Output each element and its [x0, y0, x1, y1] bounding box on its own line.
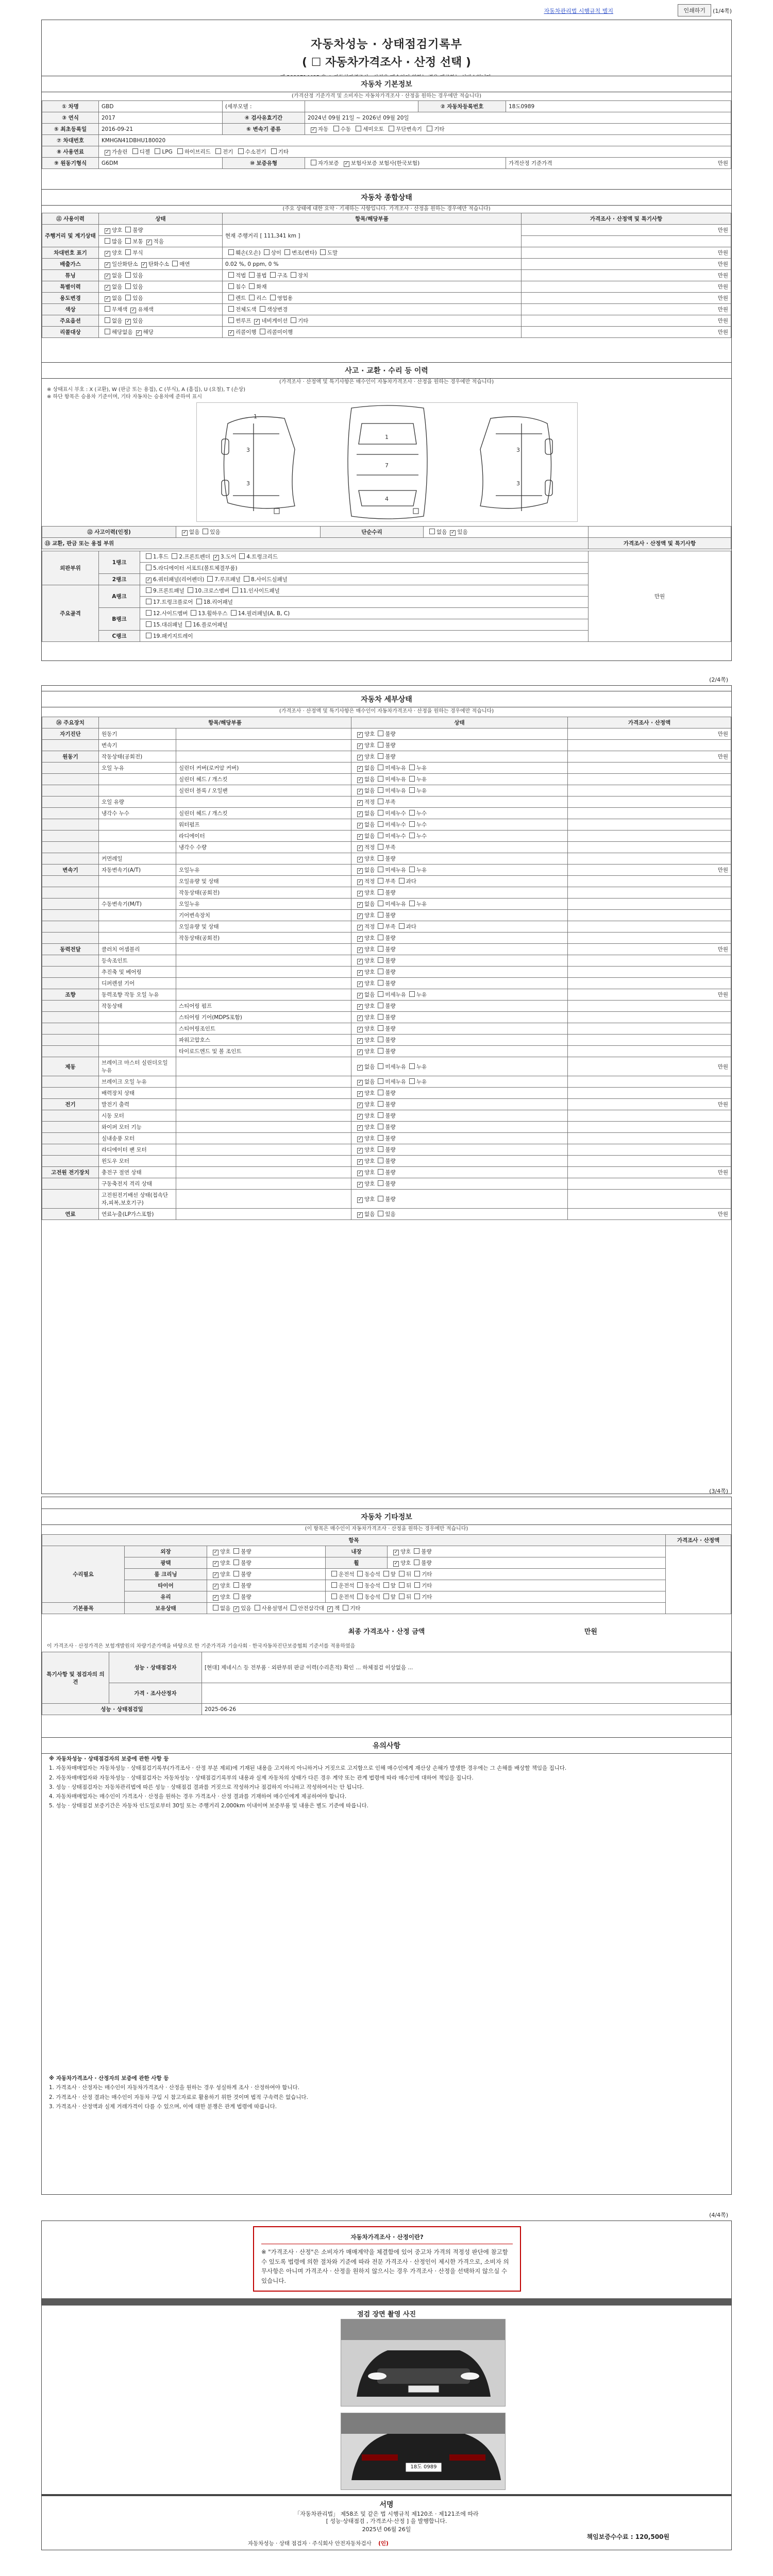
state-checkbox[interactable] — [378, 1048, 383, 1054]
detail-row: 윈도우 모터 ✓ 양호 불량 — [42, 1156, 731, 1167]
state-checkbox[interactable] — [357, 1038, 363, 1044]
part-label: 1 — [385, 434, 389, 440]
state-checkbox[interactable] — [357, 1182, 363, 1188]
state-checkbox[interactable] — [357, 947, 363, 953]
status-head-price: 가격조사 · 산정액 및 특기사항 — [522, 213, 731, 225]
state-checkbox[interactable] — [357, 857, 363, 862]
detail-row: 오일 누유 실린더 커버(로커암 커버) ✓ 없음 미세누유 누유 — [42, 762, 731, 774]
section-overall-status: 자동차 종합상태 — [42, 189, 731, 206]
state-checkbox[interactable] — [378, 1196, 383, 1201]
top-bar — [41, 3, 732, 16]
state-checkbox[interactable] — [378, 957, 383, 963]
basic-note: (가격산정 기준가격 및 소비자는 자동차가격조사 · 산정을 원하는 경우에만 적습니다) — [291, 93, 482, 99]
state-checkbox[interactable] — [378, 901, 383, 906]
detail-row: 실린더 헤드 / 개스킷 ✓ 없음 미세누유 누유 — [42, 774, 731, 785]
state-checkbox[interactable] — [378, 912, 383, 918]
transmission-label: ⑥ 변속기 종류 — [223, 124, 305, 135]
state-checkbox[interactable] — [357, 1080, 363, 1086]
other-info-table: 항목 가격조사 · 산정액 수리필요 외장 ✓ 양호 불량 내장 ✓ 양호 불량 광택 ✓ 양호 불량 휠 ✓ 양호 불량 룸 크리닝 ✓ 양호 불량 운전석 동승석 앞 뒤 기타 타이어 ✓ 양호 불량 운전석 동승석 앞 뒤 기타 유리 ✓ 양호 불량 운전석 동승석 앞 뒤 기타 기본품목 보유상태 없음✓ 있음 사용설명서 안전삼각대✓ 잭 기타 — [42, 1534, 731, 1614]
fuel-options: ✓ 가솔린 디젤 LPG 하이브리드 전기 수소전기 기타 — [99, 146, 731, 158]
part-label: 7 — [385, 462, 389, 469]
sub-model-label: (세부모델 : — [223, 101, 305, 112]
state-checkbox[interactable] — [357, 766, 363, 772]
state-checkbox[interactable] — [357, 868, 363, 874]
state-checkbox[interactable] — [378, 810, 383, 816]
state-checkbox[interactable] — [399, 923, 405, 929]
status-row-tuning: 튜닝 ✓ 없음 있음 적법 불법 구조 장치 만원 — [42, 270, 731, 281]
inspection-date: 2025-06-26 — [202, 1704, 731, 1715]
state-checkbox[interactable] — [357, 1137, 363, 1142]
detail-row: 고전원전기배선 상태(접속단자,피복,보호기구) ✓양호 불량 — [42, 1190, 731, 1209]
basic-row-5 — [42, 146, 731, 158]
detail-row: 실내송풍 모터 ✓ 양호 불량 — [42, 1133, 731, 1144]
sign-title: 서명 — [379, 2501, 394, 2509]
state-checkbox[interactable] — [357, 1114, 363, 1120]
state-checkbox[interactable] — [357, 1171, 363, 1176]
overall-status-table: ⑪ 사용이력 상태 항목/해당부품 가격조사 · 산정액 및 특기사항 주행거리 및 계기상태 ✓양호 불량 현재 주행거리 [ 111,341 km ] 만원 많음 보통✓ 적음 차대번호 표기 ✓ 양호 부식 훼손(오손) 상이 변조(변타) 도말 만원 배출가스 ✓ 일산화탄소✓ 탄화수소 매연 0.02 %, 0 ppm, 0 % 만원 튜닝 ✓ 없음 있음 적법 불법 구조 장치 만원 특별이력 ✓ 없음 있음 침수 화재 만원 용도변경 ✓ 없음 있음 렌트 리스 영업용 만원 색상 무채색✓ 유채색 전체도색 색상변경 만원 주요옵션 없음✓ 있음 썬루프✓ 네비게이션 기타 만원 리콜대상 해당없음✓ 해당 ✓ 리콜이행 리콜미이행 만원 — [42, 213, 731, 338]
detail-row: 스티어링조인트 ✓ 양호 불량 — [42, 1023, 731, 1035]
part-label: 3 — [246, 480, 250, 487]
page-1 — [41, 20, 732, 661]
state-checkbox[interactable] — [378, 878, 383, 884]
state-checkbox[interactable] — [409, 1063, 415, 1069]
state-checkbox[interactable] — [357, 1159, 363, 1165]
checkbox-insurer-warranty[interactable] — [344, 161, 349, 167]
detail-row: 제동 브레이크 마스터 실린더오일 누유 ✓없음 미세누유 누유 만원 — [42, 1057, 731, 1076]
detail-row: 연료 연료누출(LP가스포함) ✓ 없음 있음 만원 — [42, 1209, 731, 1220]
page-mark: (2/4쪽) — [709, 676, 728, 683]
state-checkbox[interactable] — [409, 833, 415, 838]
checkbox-manual[interactable] — [333, 126, 339, 131]
page-2 — [41, 676, 732, 1494]
checkbox-diesel[interactable] — [132, 148, 138, 154]
state-checkbox[interactable] — [378, 833, 383, 838]
detail-row: 냉각수 누수 실린더 헤드 / 개스킷 ✓ 없음 미세누수 누수 — [42, 808, 731, 819]
state-checkbox[interactable] — [357, 936, 363, 942]
detail-row: 오일유량 및 상태 ✓ 적정 부족 과다 — [42, 876, 731, 887]
status-row-vin: 차대번호 표기 ✓ 양호 부식 훼손(오손) 상이 변조(변타) 도말 만원 — [42, 247, 731, 259]
state-checkbox[interactable] — [357, 970, 363, 976]
state-checkbox[interactable] — [409, 1078, 415, 1084]
section-basic-info: 자동차 기본정보 — [42, 76, 731, 92]
signer-row: 자동차성능 · 상태 점검자 · 주식회사 안전자동차검사 (인) — [248, 2540, 389, 2547]
state-checkbox[interactable] — [378, 1078, 383, 1084]
state-checkbox[interactable] — [378, 946, 383, 952]
section-accident: 사고 · 교환 · 수리 등 이력 — [42, 362, 731, 379]
state-checkbox[interactable] — [409, 867, 415, 872]
detail-row: 등속조인트 ✓ 양호 불량 — [42, 955, 731, 967]
detail-row: 변속기 자동변속기(A/T) 오일누유 ✓ 없음 미세누유 누유 만원 — [42, 865, 731, 876]
checkbox-lpg[interactable] — [155, 148, 160, 154]
basic-info-table — [42, 100, 731, 169]
checkbox-self-warranty[interactable] — [311, 160, 316, 165]
sign-text: 「자동차관리법」 제58조 및 같은 법 시행규칙 제120조 · 제121조에 따라 — [294, 2511, 479, 2517]
state-checkbox[interactable] — [357, 823, 363, 828]
divider-bar-2 — [42, 2494, 731, 2496]
photo-rear — [341, 2413, 506, 2490]
state-checkbox[interactable] — [378, 742, 383, 748]
state-checkbox[interactable] — [357, 925, 363, 930]
detail-row: 전기 발전기 출력 ✓ 양호 불량 만원 — [42, 1099, 731, 1110]
part-label: 1 — [254, 413, 257, 420]
status-row-special: 특별이력 ✓ 없음 있음 침수 화재 만원 — [42, 281, 731, 293]
part-label: 3 — [516, 480, 520, 487]
rear-license-plate: 18도 0989 — [410, 2464, 437, 2470]
detail-row: 작동상태(공회전) ✓ 양호 불량 — [42, 933, 731, 944]
checkbox-fuel-other[interactable] — [271, 148, 277, 154]
state-checkbox[interactable] — [378, 821, 383, 827]
first-reg-value: 2016-09-21 — [99, 124, 223, 135]
detail-row: 오일 유량 ✓ 적정 부족 — [42, 796, 731, 808]
state-checkbox[interactable] — [357, 891, 363, 896]
state-checkbox[interactable] — [378, 923, 383, 929]
checkbox-cvt[interactable] — [389, 126, 394, 131]
state-checkbox[interactable] — [409, 810, 415, 816]
liability-fee: 책임보증수수료 : 120,500원 — [586, 2533, 669, 2540]
sub-model-value — [305, 101, 418, 112]
year-label: ③ 연식 — [42, 112, 99, 124]
state-checkbox[interactable] — [378, 753, 383, 759]
car-name-label: ① 차명 — [42, 101, 99, 112]
detail-note: (가격조사 · 산정액 및 특기사항은 매수인이 자동차가격조사 · 산정을 원하는 경우에만 적습니다) — [279, 708, 494, 714]
state-checkbox[interactable] — [378, 1135, 383, 1141]
opinion-table: 특기사항 및 점검자의 의견 성능 · 상태점검자 [현대] 제네시스 등 전부품 · 외판부위 판금 이력(수리흔적) 확인 ... 하체점검 이상없음 ... 가격 · 조사산정자 성능 · 상태점검일 2025-06-26 — [42, 1652, 731, 1715]
status-head-state: 상태 — [99, 213, 223, 225]
checkbox-other[interactable] — [427, 126, 432, 131]
vin-value: KMHGN41DBHU180020 — [99, 135, 731, 146]
detail-row: 워터펌프 ✓ 없음 미세누수 누수 — [42, 819, 731, 831]
detail-row: 라디에이터 팬 모터 ✓ 양호 불량 — [42, 1144, 731, 1156]
state-checkbox[interactable] — [357, 789, 363, 794]
car-name-value: GBD — [99, 101, 223, 112]
state-checkbox[interactable] — [378, 1090, 383, 1095]
state-checkbox[interactable] — [357, 1212, 363, 1218]
state-checkbox[interactable] — [357, 845, 363, 851]
inspection-validity-value: 2024년 09월 21일 ~ 2026년 09월 20일 — [305, 112, 731, 124]
page-mark: (3/4쪽) — [709, 1488, 728, 1495]
state-checkbox[interactable] — [357, 993, 363, 998]
state-checkbox[interactable] — [378, 855, 383, 861]
state-checkbox[interactable] — [378, 980, 383, 986]
base-price-cell: 가격산정 기준가격 만원 — [506, 158, 731, 169]
state-checkbox[interactable] — [378, 844, 383, 850]
detail-row: 브레이크 오일 누유 ✓ 없음 미세누유 누유 — [42, 1076, 731, 1088]
state-checkbox[interactable] — [378, 1025, 383, 1031]
detail-row: 실린더 블록 / 오일팬 ✓ 없음 미세누유 누유 — [42, 785, 731, 796]
detail-row: 냉각수 수량 ✓ 적정 부족 — [42, 842, 731, 853]
form-header — [42, 20, 731, 80]
detail-row: 수동변속기(M/T) 오일누유 ✓ 없음 미세누유 누유 — [42, 899, 731, 910]
state-checkbox[interactable] — [409, 901, 415, 906]
detail-row: 배력장치 상태 ✓ 양호 불량 — [42, 1088, 731, 1099]
detail-row: 자기진단 원동기 ✓ 양호 불량 만원 — [42, 728, 731, 740]
year-value: 2017 — [99, 112, 223, 124]
inspection-validity-label: ④ 검사유효기간 — [223, 112, 305, 124]
state-checkbox[interactable] — [399, 878, 405, 884]
state-checkbox[interactable] — [378, 1003, 383, 1008]
checkbox-semiauto[interactable] — [356, 126, 361, 131]
page-mark: (4/4쪽) — [709, 2212, 728, 2218]
status-head-history: ⑪ 사용이력 — [42, 213, 99, 225]
state-checkbox[interactable] — [378, 731, 383, 736]
page-3 — [41, 1488, 732, 2195]
state-checkbox[interactable] — [409, 787, 415, 793]
price-info-box: 자동차가격조사 · 산정이란? ※ "가격조사 · 산정"은 소비자가 매매계약을 체결함에 있어 중고차 가격의 적정성 판단에 참고할 수 있도록 법령에 의한 절차와 기준에 따라 전문 가격조사 · 산정인이 제시한 가격으로, 소비자 의무사항은 아니며 가격조사 · 산정을 원하지 않으시는 경우 가격조사 · 산정을 선택하지 않으실 수 있습니다. — [253, 2226, 521, 2292]
state-checkbox[interactable] — [378, 1014, 383, 1020]
detail-row: 라디에이터 ✓ 없음 미세누수 누수 — [42, 831, 731, 842]
sign-date: 2025년 06월 26일 — [362, 2526, 411, 2533]
detail-row: 타이로드엔드 및 볼 조인트 ✓ 양호 불량 — [42, 1046, 731, 1057]
legal-link[interactable]: 자동차관리법 시행규칙 별지 — [544, 8, 613, 14]
state-checkbox[interactable] — [378, 1037, 383, 1042]
accident-summary-table: ⑫ 사고이력(인정) ✓ 없음 있음 단순수리 없음✓ 있음 ⑬ 교환, 판금 또는 용접 부위 가격조사 · 산정액 및 특기사항 — [42, 526, 731, 549]
inspector-opinion: [현대] 제네시스 등 전부품 · 외판부위 판금 이력(수리흔적) 확인 ... 하체점검 이상없음 ... — [202, 1652, 731, 1683]
state-checkbox[interactable] — [357, 1197, 363, 1203]
state-checkbox[interactable] — [409, 991, 415, 997]
state-checkbox[interactable] — [409, 821, 415, 827]
state-checkbox[interactable] — [357, 959, 363, 964]
detail-row: 시동 모터 ✓ 양호 불량 — [42, 1110, 731, 1122]
detail-row: 작동상태(공회전) ✓ 양호 불량 — [42, 887, 731, 899]
state-checkbox[interactable] — [357, 834, 363, 840]
state-checkbox[interactable] — [357, 1103, 363, 1108]
print-button[interactable]: 인쇄하기 — [678, 4, 711, 16]
form-subtitle-option: ( ☐ 자동차가격조사 · 산정 선택 ) — [302, 56, 471, 69]
basic-row-4 — [42, 135, 731, 146]
status-row-recall: 리콜대상 해당없음✓ 해당 ✓ 리콜이행 리콜미이행 만원 — [42, 327, 731, 338]
warranty-options: 자가보증 ✓ 보험사보증 보험사(한국보험) — [305, 158, 506, 169]
detail-row: 파워고압호스 ✓ 양호 불량 — [42, 1035, 731, 1046]
divider-bar — [42, 2298, 731, 2306]
state-checkbox[interactable] — [357, 755, 363, 760]
state-checkbox[interactable] — [357, 732, 363, 738]
detail-row: 디퍼렌셜 기어 ✓ 양호 불량 — [42, 978, 731, 989]
checkbox-electric[interactable] — [215, 148, 221, 154]
status-head-item: 항목/해당부품 — [223, 213, 522, 225]
basic-row-2 — [42, 112, 731, 124]
accident-legend-2: ※ 하단 항목은 승용차 기준이며, 기타 자동차는 승용차에 준하여 표시 — [47, 394, 202, 400]
warranty-label: ⑩ 보증유형 — [223, 158, 305, 169]
status-note: (주요 상태에 대한 요약 · 기재하는 사항입니다. 가격조사 · 산정을 원하는 경우에만 적습니다) — [282, 206, 491, 212]
state-checkbox[interactable] — [378, 1169, 383, 1175]
state-checkbox[interactable] — [409, 776, 415, 782]
state-checkbox[interactable] — [378, 935, 383, 940]
state-checkbox[interactable] — [357, 811, 363, 817]
detail-row: 동력전달 클러치 어셈블리 ✓ 양호 불량 만원 — [42, 944, 731, 955]
detail-row: 원동기 작동상태(공회전) ✓ 양호 불량 만원 — [42, 751, 731, 762]
transmission-options: ✓ 자동 수동 세미오토 무단변속기 기타 — [305, 124, 731, 135]
detail-row: 스티어링 기어(MDPS포함) ✓ 양호 불량 — [42, 1012, 731, 1023]
state-checkbox[interactable] — [378, 787, 383, 793]
state-checkbox[interactable] — [357, 1027, 363, 1032]
basic-row-3 — [42, 124, 731, 135]
state-checkbox[interactable] — [357, 1049, 363, 1055]
detail-row: 조향 동력조향 작동 오일 누유 ✓ 없음 미세누유 누유 만원 — [42, 989, 731, 1001]
photo-title: 점검 장면 촬영 사진 — [357, 2311, 416, 2318]
state-checkbox[interactable] — [378, 991, 383, 997]
page-4 — [41, 2212, 732, 2550]
outer-parts-table: 외판부위 1랭크 1.후드 2.프론트펜더✓ 3.도어 4.트렁크리드 만원 5.라디에이터 서포트(볼트체결부품) 2랭크 ✓ 6.쿼터패널(리어펜더) 7.루프패널 8.사이드실패널 주요골격 A랭크 9.프론트패널 10.크로스멤버 11.인사이드패널 17.트렁크플로어 18.리어패널 B랭크 12.사이드멤버 13.휠하우스 14.필러패널(A, B, C) 15.대쉬패널 16.플로어패널 C랭크 19.패키지트레이 — [42, 551, 731, 642]
detail-row: 작동상태 스티어링 펌프 ✓ 양호 불량 — [42, 1001, 731, 1012]
parts-price: 만원 — [589, 551, 731, 642]
basic-row-6 — [42, 158, 731, 169]
status-row-color: 색상 무채색✓ 유채색 전체도색 색상변경 만원 — [42, 304, 731, 315]
state-checkbox[interactable] — [409, 765, 415, 770]
state-checkbox[interactable] — [357, 879, 363, 885]
status-row-options: 주요옵션 없음✓ 있음 썬루프✓ 네비게이션 기타 만원 — [42, 315, 731, 327]
state-checkbox[interactable] — [378, 867, 383, 872]
accident-note: (가격조사 · 산정액 및 특기사항은 매수인이 자동차가격조사 · 산정을 원하는 경우에만 적습니다) — [279, 379, 494, 385]
checkbox-gasoline[interactable] — [105, 150, 110, 156]
detail-status-table: ⑭ 주요장치 항목/해당부품 상태 가격조사 · 산정액 자기진단 원동기 ✓ 양호 불량 만원 변속기 ✓ 양호 불량 원동기 작동상태(공회전) ✓ 양호 불량 만원 오일 누유 실린더 커버(로커암 커버) ✓ 없음 미세누유 누유 실린더 헤드 / 개스킷 ✓ 없음 미세누유 누유 실린더 블록 / 오일팬 ✓ 없음 미세누유 누유 오일 유량 ✓ 적정 부족 냉각수 누수 실린더 헤드 / 개스킷 ✓ 없음 미세누수 누수 워터펌프 ✓ 없음 미세누수 누수 라디에이터 ✓ 없음 미세누수 누수 냉각수 수량 ✓ 적정 부족 커먼레일 ✓ 양호 불량 변속기 자동변속기(A/T) 오일누유 ✓ 없음 미세누유 누유 만원 오일유량 및 상태 ✓ 적정 부족 과다 작동상태(공회전) ✓ 양호 불량 수동변속기(M/T) 오일누유 ✓ 없음 미세누유 누유 기어변속장치 ✓ 양호 불량 오일유량 및 상태 ✓ 적정 부족 과다 작동상태(공회전) ✓ 양호 불량 동력전달 클러치 어셈블리 ✓ 양호 불량 만원 등속조인트 ✓ 양호 불량 추진축 및 베어링 ✓ 양호 불량 디퍼렌셜 기어 ✓ 양호 불량 조향 동력조향 작동 오일 누유 ✓ 없음 미세누유 누유 만원 작동상태 스티어링 펌프 ✓ 양호 불량 스티어링 기어(MDPS포함) ✓ 양호 불량 스티어링조인트 ✓ 양호 불량 파워고압호스 ✓ 양호 불량 타이로드엔드 및 볼 조인트 ✓ 양호 불량 제동 브레이크 마스터 실린더오일 누유 ✓없음 미세누유 누유 만원 브레이크 오일 누유 ✓ 없음 미세누유 누유 배력장치 상태 ✓ 양호 불량 전기 발전기 출력 ✓ 양호 불량 만원 시동 모터 ✓ 양호 불량 와이퍼 모터 기능 ✓ 양호 불량 실내송풍 모터 ✓ 양호 불량 라디에이터 팬 모터 ✓ 양호 불량 윈도우 모터 ✓ 양호 불량 고전원 전기장치 충전구 절연 상태 ✓ 양호 불량 만원 구동축전지 격리 상태 ✓ 양호 불량 고전원전기배선 상태(접속단자,피복,보호기구) ✓양호 불량 연료 연료누출(LP가스포함) ✓ 없음 있음 만원 — [42, 717, 731, 1220]
status-row-emission: 배출가스 ✓ 일산화탄소✓ 탄화수소 매연 0.02 %, 0 ppm, 0 % 만원 — [42, 259, 731, 270]
fuel-label: ⑧ 사용연료 — [42, 146, 99, 158]
state-checkbox[interactable] — [357, 777, 363, 783]
state-checkbox[interactable] — [378, 889, 383, 895]
plate-value: 18도0989 — [506, 101, 731, 112]
state-checkbox[interactable] — [357, 913, 363, 919]
detail-row: 커먼레일 ✓ 양호 불량 — [42, 853, 731, 865]
detail-row: 와이퍼 모터 기능 ✓ 양호 불량 — [42, 1122, 731, 1133]
state-checkbox[interactable] — [357, 1015, 363, 1021]
status-row-usage: 용도변경 ✓ 없음 있음 렌트 리스 영업용 만원 — [42, 293, 731, 304]
checkbox-hydrogen[interactable] — [238, 148, 244, 154]
state-checkbox[interactable] — [357, 1125, 363, 1131]
final-price-note: 이 가격조사 · 산정가격은 보험개발원의 차량기준가액을 바탕으로 한 기준가격과 기술사회 · 한국자동차진단보증협회 기준서를 적용하였음 — [47, 1643, 356, 1649]
notice-block-1: ※ 자동차성능 · 상태점검자의 보증에 관한 사항 등 1. 자동차매매업자는 자동차성능 · 상태점검기록부(가격조사 · 산정 부분 제외)에 기재된 내용을 고지하지 아니하거나 거짓으로 고지함으로 인해 매수인에게 재산상 손해가 발생한 경우에는 그 손해를 배상할 책임을 집니다. 2. 자동차매매업자와 자동차성능 · 상태점검자는 자동차성능 · 상태점검기록부의 내용과 실제 자동차의 상태가 다른 경우 계약 또는 관계 법령에 따라 매수인에 대하여 책임을 집니다. 3. 성능 · 상태점검자는 자동차관리법에 따른 성능 · 상태점검 결과를 거짓으로 작성하거나 점검하지 아니하고 작성하여서는 안 됩니다. 4. 자동차매매업자는 매수인이 가격조사 · 산정을 원하는 경우 가격조사 · 산정 결과를 기재하여 매수인에게 제공하여야 합니다. 5. 성능 · 상태점검 보증기간은 자동차 인도일로부터 30일 또는 주행거리 2,000km 이내이며 보증부품 및 내용은 별도 기준에 따릅니다. — [49, 1756, 567, 1809]
state-checkbox[interactable] — [378, 1101, 383, 1107]
checkbox-hybrid[interactable] — [177, 148, 183, 154]
state-checkbox[interactable] — [378, 1063, 383, 1069]
state-checkbox[interactable] — [378, 1158, 383, 1163]
checkbox-auto[interactable] — [311, 127, 316, 133]
vin-label: ⑦ 차대번호 — [42, 135, 99, 146]
state-checkbox[interactable] — [357, 1004, 363, 1010]
car-diagram — [196, 402, 578, 522]
form-title: 자동차성능 · 상태점검기록부 — [311, 38, 462, 51]
basic-row-1 — [42, 101, 731, 112]
state-checkbox[interactable] — [378, 1112, 383, 1118]
state-checkbox[interactable] — [357, 743, 363, 749]
final-price-title: 최종 가격조사 · 산정 금액 만원 — [348, 1628, 597, 1636]
state-checkbox[interactable] — [357, 902, 363, 908]
page-indicator: (1/4쪽) — [713, 8, 732, 14]
state-checkbox[interactable] — [378, 969, 383, 974]
engine-type-label: ⑨ 원동기형식 — [42, 158, 99, 169]
status-row-mileage: 주행거리 및 계기상태 ✓양호 불량 현재 주행거리 [ 111,341 km ] 만원 — [42, 225, 731, 236]
first-reg-label: ⑤ 최초등록일 — [42, 124, 99, 135]
state-checkbox[interactable] — [378, 1180, 383, 1186]
part-label: 3 — [516, 447, 520, 453]
part-label: 3 — [246, 447, 250, 453]
state-checkbox[interactable] — [378, 1146, 383, 1152]
state-checkbox[interactable] — [357, 1091, 363, 1097]
state-checkbox[interactable] — [378, 1211, 383, 1216]
section-detail-status: 자동차 세부상태 — [42, 691, 731, 707]
detail-row: 고전원 전기장치 충전구 절연 상태 ✓ 양호 불량 만원 — [42, 1167, 731, 1178]
state-checkbox[interactable] — [357, 1065, 363, 1071]
state-checkbox[interactable] — [378, 799, 383, 804]
detail-row: 오일유량 및 상태 ✓ 적정 부족 과다 — [42, 921, 731, 933]
notice-block-2: ※ 자동차가격조사 · 산정자의 보증에 관한 사항 등 1. 가격조사 · 산정자는 매수인이 자동차가격조사 · 산정을 원하는 경우 성실하게 조사 · 산정하여야 합니다. 2. 가격조사 · 산정 결과는 매수인이 자동차 구입 시 참고자료로 활용하기 위한 것이며 법적 구속력은 없습니다. 3. 가격조사 · 산정액과 실제 거래가격이 다를 수 있으며, 이에 대한 분쟁은 관계 법령에 따릅니다. — [49, 2075, 308, 2110]
state-checkbox[interactable] — [357, 981, 363, 987]
sign-text-2: [ 성능·상태점검 , 가격조사·산정 ] 을 발행합니다. — [326, 2518, 447, 2524]
state-checkbox[interactable] — [378, 765, 383, 770]
plate-label: ② 자동차등록번호 — [418, 101, 506, 112]
other-note: (이 항목은 매수인이 자동차가격조사 · 산정을 원하는 경우에만 적습니다) — [305, 1526, 468, 1532]
state-checkbox[interactable] — [378, 776, 383, 782]
section-notice: 유의사항 — [42, 1737, 731, 1754]
section-other-info: 자동차 기타정보 — [42, 1509, 731, 1525]
accident-legend: ※ 상태표시 부호 : X (교환), W (판금 또는 용접), C (부식), A (흠집), U (요철), T (손상) — [47, 387, 246, 393]
detail-row: 추진축 및 베어링 ✓ 양호 불량 — [42, 967, 731, 978]
detail-row: 구동축전지 격리 상태 ✓ 양호 불량 — [42, 1178, 731, 1190]
photo-front — [341, 2319, 506, 2406]
state-checkbox[interactable] — [357, 800, 363, 806]
detail-row: 변속기 ✓ 양호 불량 — [42, 740, 731, 751]
detail-row: 기어변속장치 ✓ 양호 불량 — [42, 910, 731, 921]
state-checkbox[interactable] — [357, 1148, 363, 1154]
part-label: 4 — [385, 496, 389, 502]
state-checkbox[interactable] — [378, 1124, 383, 1129]
engine-type-value: G6DM — [99, 158, 223, 169]
mileage-value: 현재 주행거리 [ 111,341 km ] — [223, 225, 522, 247]
